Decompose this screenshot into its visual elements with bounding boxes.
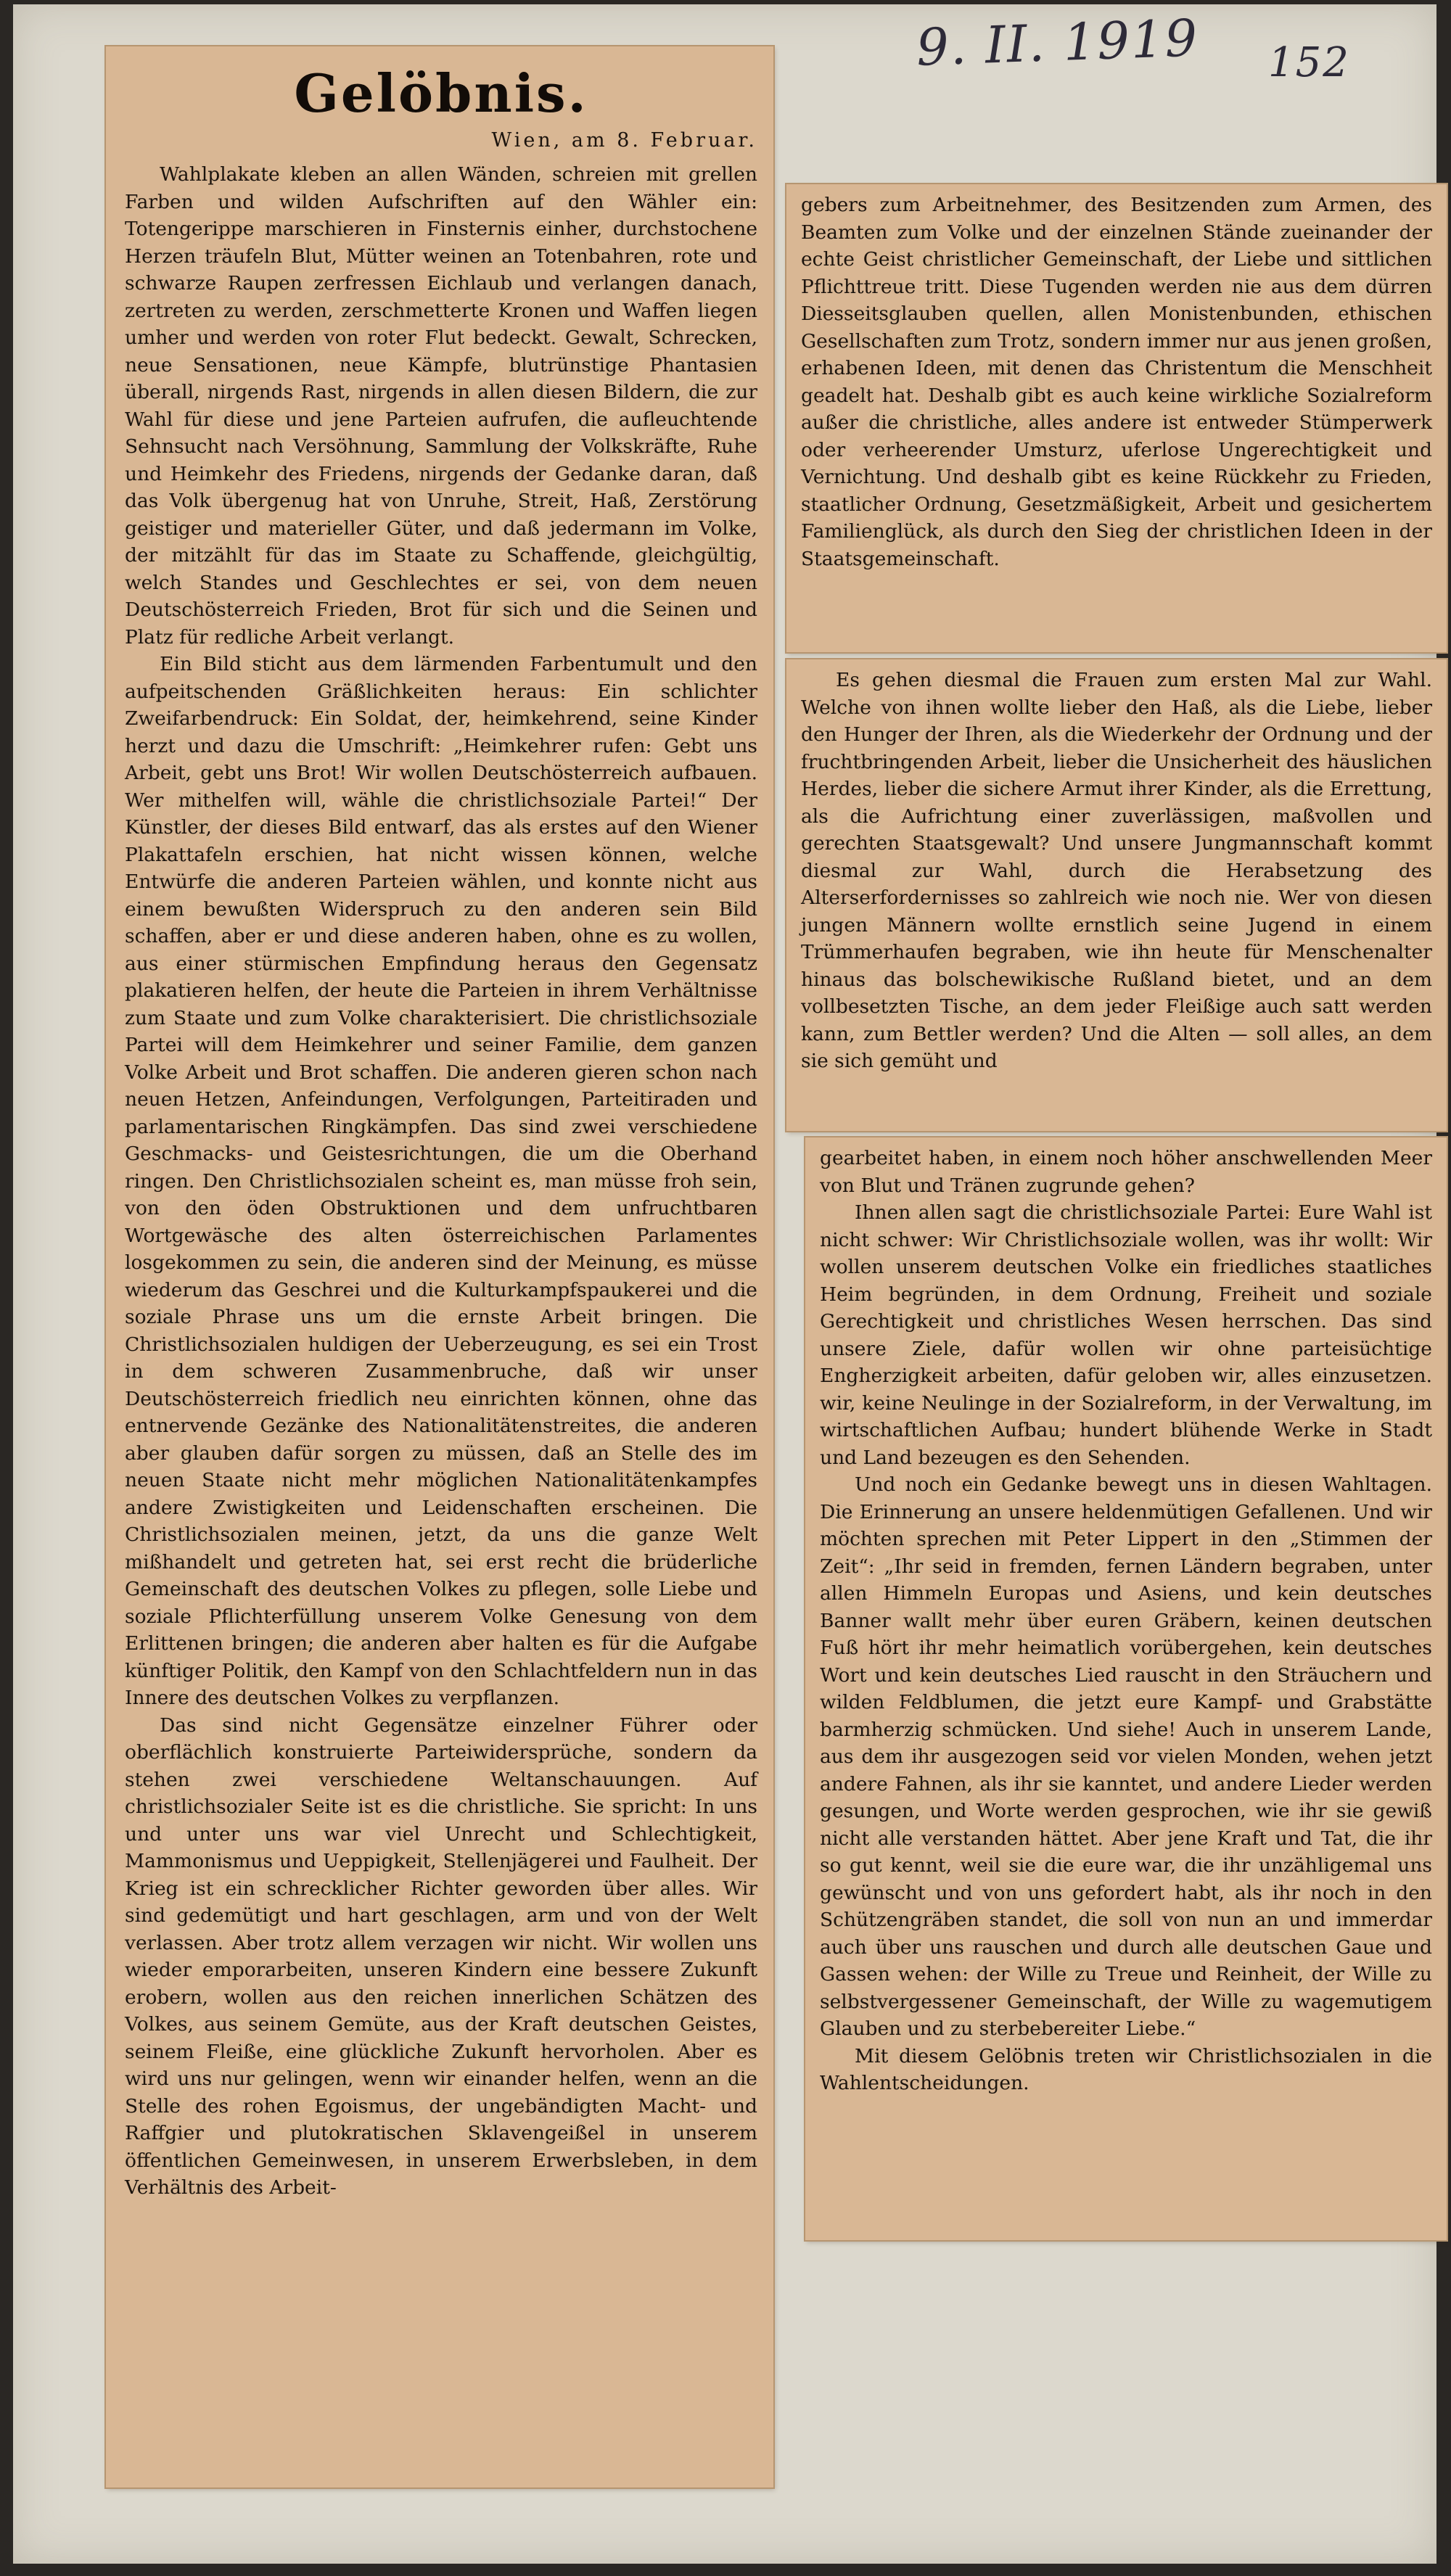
paragraph: Mit diesem Gelöbnis treten wir Christlichsozialen in die Wahlentscheidungen. [820, 2044, 1432, 2094]
clipping-bottom-right [805, 1137, 1447, 2240]
clipping-middle-right [786, 659, 1447, 1131]
paragraph: Ihnen allen sagt die christlichsoziale Partei: Eure Wahl ist nicht schwer: Wir Christlichsoziale wollen, was ihr wollt: Wir wollen unserem deutschen Volke ein friedliches staatliches Heim begründen, in dem Ordnung, Freiheit und soziale Gerechtigkeit und christliches Wesen herrschen. Das sind unsere Ziele, dafür wollen wir ohne parteisüchtige Engherzigkeit arbeiten, dafür geloben wir, alles einzusetzen. wir, keine Neulinge in der Sozialreform, in der Verwaltung, im wirtschaftlichen Aufbau; hundert blühende Werke in Stadt und Land bezeugen es den Sehenden. [820, 1201, 1432, 1469]
article-headline: Gelöbnis. [294, 62, 588, 124]
paragraph: gearbeitet haben, in einem noch höher anschwellenden Meer von Blut und Tränen zugrunde gehen? [820, 1147, 1432, 1197]
paragraph: Das sind nicht Gegensätze einzelner Führer oder oberflächlich konstruierte Parteiwidersprüche, sondern da stehen zwei verschiedene Weltanschauungen. Auf christlichsozialer Seite ist es die christliche. Sie spricht: In uns und unter uns war viel Unrecht und Schlechtigkeit, Mammonismus und Ueppigkeit, Stellenjägerei und Faulheit. Der Krieg ist ein schrecklicher Richter geworden über alles. Wir sind gedemütigt und hart geschlagen, arm und von der Welt verlassen. Aber trotz allem verzagen wir nicht. Wir wollen uns wieder emporarbeiten, unseren Kindern eine bessere Zukunft erobern, wollen aus den reichen innerlichen Schätzen des Volkes, aus seinem Gemüte, aus der Kraft deutschen Geistes, seinem Fleiße, eine glückliche Zukunft hervorholen. Aber es wird uns nur gelingen, wenn wir einander helfen, wenn an die Stelle des rohen Egoismus, der ungebändigten Macht- und Raffgier und plutokratischen Sklavengeißel in unserem öffentlichen Gemeinwesen, in unserem Erwerbsleben, in dem Verhältnis des Arbeit- [125, 1713, 757, 2199]
paragraph: gebers zum Arbeitnehmer, des Besitzenden zum Armen, des Beamten zum Volke und der einzelnen Stände zueinander der echte Geist christlicher Gemeinschaft, der Liebe und sittlichen Pflichttreue tritt. Diese Tugenden werden nie aus dem dürren Diesseitsglauben quellen, allen Monistenbunden, ethischen Gesellschaften zum Trotz, sondern immer nur aus jenen großen, erhabenen Ideen, mit denen das Christentum die Menschheit geadelt hat. Deshalb gibt es auch keine wirkliche Sozialreform außer die christliche, alles andere ist entweder Stümperwerk oder verheerender Umsturz, uferlose Ungerechtigkeit und Vernichtung. Und deshalb gibt es keine Rückkehr zu Frieden, staatlicher Ordnung, Gesetzmäßigkeit, Arbeit und gesichertem Familienglück, als durch den Sieg der christlichen Ideen in der Staatsgemeinschaft. [801, 194, 1432, 570]
paragraph: Und noch ein Gedanke bewegt uns in diesen Wahltagen. Die Erinnerung an unsere heldenmütigen Gefallenen. Und wir möchten sprechen mit Peter Lippert in den „Stimmen der Zeit“: „Ihr seid in fremden, fernen Ländern begraben, unter allen Himmeln Europas und Asiens, und kein deutsches Banner wallt mehr über euren Gräbern, keinen deutschen Fuß hört ihr mehr heimatlich vorübergehen, kein deutsches Wort und kein deutsches Lied rauscht in den Sträuchern und wilden Feldblumen, die jetzt eure Kampf- und Grabstätte barmherzig schmücken. Und siehe! Auch in unserem Lande, aus dem ihr ausgezogen seid vor vielen Monden, wehen jetzt andere Fahnen, als ihr sie kanntet, und andere Lieder werden gesungen, und Worte werden gesprochen, wie ihr sie gewiß nicht alle verstanden hättet. Aber jene Kraft und Tat, die ihr so gut kennt, weil sie die eure war, die ihr unzähligemal uns gewünscht und von uns gefordert habt, als ihr noch in den Schützengräben standet, die soll von nun an und immerdar auch über uns rauschen und durch alle deutschen Gaue und Gassen wehen: der Wille zu Treue und Reinheit, der Wille zu selbstvergessener Gemeinschaft, der Wille zu wagemutigem Glauben und zu sterbebereiter Liebe.“ [820, 1473, 1432, 2040]
handwritten-page-number: 152 [1268, 39, 1350, 86]
paragraph: Ein Bild sticht aus dem lärmenden Farbentumult und den aufpeitschenden Gräßlichkeiten heraus: Ein schlichter Zweifarbendruck: Ein Soldat, der, heimkehrend, seine Kinder herzt und dazu die Umschrift: „Heimkehrer rufen: Gebt uns Arbeit, gebt uns Brot! Wir wollen Deutschösterreich aufbauen. Wer mithelfen will, wähle die christlichsoziale Partei!“ Der Künstler, der dieses Bild entwarf, das als erstes auf den Wiener Plakattafeln erschien, hat nicht wissen können, welche Entwürfe die anderen Parteien wählen, und konnte nicht aus einem bewußten Widerspruch zu den anderen sein Bild schaffen, aber er und diese anderen haben, ohne es zu wollen, aus einer stürmischen Empfindung heraus den Gegensatz plakatieren helfen, der heute die Parteien in ihrem Verhältnisse zum Staate und zum Volke charakterisiert. Die christlichsoziale Partei will dem Heimkehrer und seiner Familie, dem ganzen Volke Arbeit und Brot schaffen. Die anderen gieren schon nach neuen Hetzen, Anfeindungen, Verfolgungen, Parteitiraden und parlamentarischen Ringkämpfen. Das sind zwei verschiedene Geschmacks- und Geistesrichtungen, die um die Oberhand ringen. Den Christlichsozialen scheint es, man müsse froh sein, von den öden Obstruktionen und dem unfruchtbaren Wortgewäsche des alten österreichischen Parlamentes losgekommen zu sein, die anderen sind der Meinung, es müsse wiederum das Geschrei und die Kulturkampfspaukerei und die soziale Phrase uns um die ernste Arbeit bringen. Die Christlichsozialen huldigen der Ueberzeugung, es sei ein Trost in dem schweren Zusammenbruche, daß wir unser Deutschösterreich friedlich neu einrichten können, ohne das entnervende Gezänke des Nationalitätenstreites, die anderen aber glauben dafür sorgen zu müssen, daß an Stelle des im neuen Staate nicht mehr möglichen Nationalitätenkampfes andere Zwistigkeiten und Leidenschaften erscheinen. Die Christlichsozialen meinen, jetzt, da uns die ganze Welt mißhandelt und getreten hat, sei erst recht die brüderliche Gemeinschaft des deutschen Volkes zu pflegen, solle Liebe und soziale Pflichterfüllung unserem Volke Genesung von dem Erlittenen bringen; die anderen aber halten es für die Aufgabe künftiger Politik, den Kampf von den Schlachtfeldern nun in das Innere des deutschen Volkes zu verpflanzen. [125, 653, 757, 1709]
article-dateline: Wien, am 8. Februar. [491, 129, 757, 152]
paragraph: Es gehen diesmal die Frauen zum ersten Mal zur Wahl. Welche von ihnen wollte lieber den Haß, als die Liebe, lieber den Hunger der Ihren, als die Wiederkehr der Ordnung und der fruchtbringenden Arbeit, lieber die Unsicherheit des häuslichen Herdes, lieber die sichere Armut ihrer Kinder, als die Errettung, als die Aufrichtung einer zuverlässigen, maßvollen und gerechten Staatsgewalt? Und unsere Jungmannschaft kommt diesmal zur Wahl, durch die Herabsetzung des Alterserfordernisses so zahlreich wie noch nie. Wer von diesen jungen Männern wollte ernstlich seine Jugend in einem Trümmerhaufen begraben, wie ihn heute für Menschenalter hinaus das bolschewikische Rußland bietet, und an dem vollbesetzten Tische, an dem jeder Fleißige auch satt werden kann, zum Bettler werden? Und die Alten — soll alles, an dem sie sich gemüht und [801, 669, 1432, 1072]
handwritten-date: 9. II. 1919 [915, 8, 1200, 78]
clipping-top-right [786, 184, 1447, 652]
clipping-left-column [106, 46, 773, 2487]
paragraph: Wahlplakate kleben an allen Wänden, schreien mit grellen Farben und wilden Aufschriften auf den Wähler ein: Totengerippe marschieren in Finsternis einher, durchstochene Herzen träufeln Blut, Mütter weinen an Totenbahren, rote und schwarze Raupen zerfressen Eichlaub und verlangen danach, zertreten zu werden, zerschmetterte Kronen und Waffen liegen umher und werden von roter Flut bedeckt. Gewalt, Schrecken, neue Sensationen, neue Kämpfe, blutrünstige Phantasien überall, nirgends Rast, nirgends in allen diesen Bildern, die zur Wahl für diese und jene Parteien aufrufen, die aufleuchtende Sehnsucht nach Versöhnung, Sammlung der Volkskräfte, Ruhe und Heimkehr des Friedens, nirgends der Gedanke daran, daß das Volk übergenug hat von Unruhe, Streit, Haß, Zerstörung geistiger und materieller Güter, und daß jedermann im Volke, der mitzählt für das im Staate zu Schaffende, gleichgültig, welch Standes und Geschlechtes er sei, von dem neuen Deutschösterreich Frieden, Brot für sich und die Seinen und Platz für redliche Arbeit verlangt. [125, 163, 757, 649]
scrapbook-page [13, 4, 1436, 2564]
